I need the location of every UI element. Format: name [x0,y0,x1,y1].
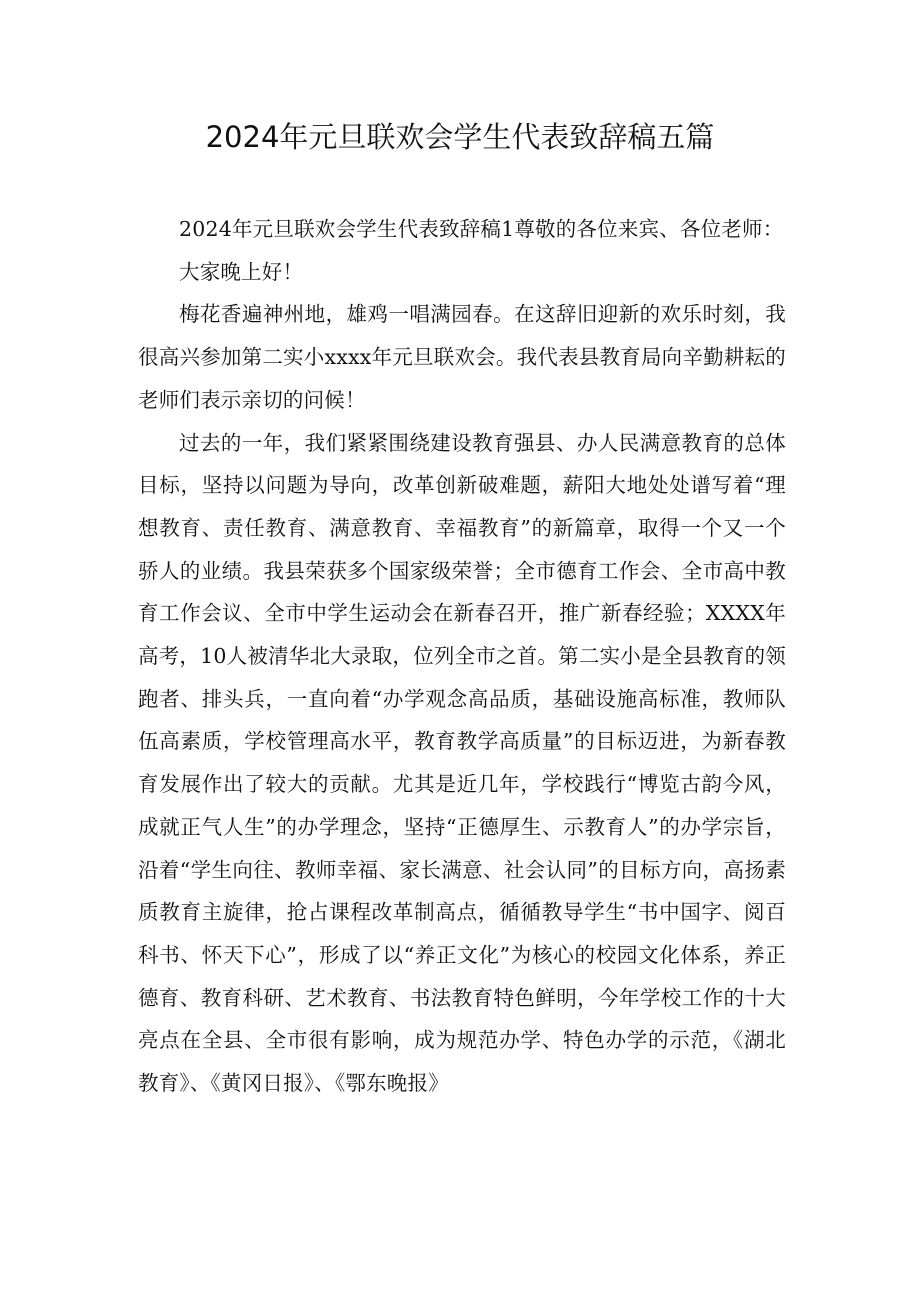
paragraph-opening: 梅花香遍神州地，雄鸡一唱满园春。在这辞旧迎新的欢乐时刻，我很高兴参加第二实小xxxx年元旦联欢会。我代表县教育局向辛勤耕耘的老师们表示亲切的问候！ [138,302,786,412]
paragraph-salutation: 大家晚上好！ [179,259,304,284]
document-title: 2024年元旦联欢会学生代表致辞稿五篇 [205,120,715,154]
paragraph-review: 过去的一年，我们紧紧围绕建设教育强县、办人民满意教育的总体目标，坚持以问题为导向，改革创新破难题，薪阳大地处处谱写着“理想教育、责任教育、满意教育、幸福教育”的新篇章，取得一个又一个骄人的业绩。我县荣获多个国家级荣誉；全市德育工作会、全市高中教育工作会议、全市中学生运动会在新春召开，推广新春经验；XXXX年高考，10人被清华北大录取，位列全市之首。第二实小是全县教育的领跑者、排头兵，一直向着“办学观念高品质，基础设施高标准，教师队伍高素质，学校管理高水平，教育教学高质量”的目标迈进，为新春教育发展作出了较大的贡献。尤其是近几年，学校践行“博览古韵今风，成就正气人生”的办学理念，坚持“正德厚生、示教育人”的办学宗旨，沿着“学生向往、教师幸福、家长满意、社会认同”的目标方向，高扬素质教育主旋律，抢占课程改革制高点，循循教导学生“书中国字、阅百科书、怀天下心”，形成了以“养正文化”为核心的校园文化体系，养正德育、教育科研、艺术教育、书法教育特色鲜明，今年学校工作的十大亮点在全县、全市很有影响，成为规范办学、特色办学的示范，《湖北教育》、《黄冈日报》、《鄂东晚报》 [138,430,786,1096]
paragraph-greeting: 2024年元旦联欢会学生代表致辞稿1尊敬的各位来宾、各位老师： [179,217,784,241]
document-body [138,208,786,1105]
